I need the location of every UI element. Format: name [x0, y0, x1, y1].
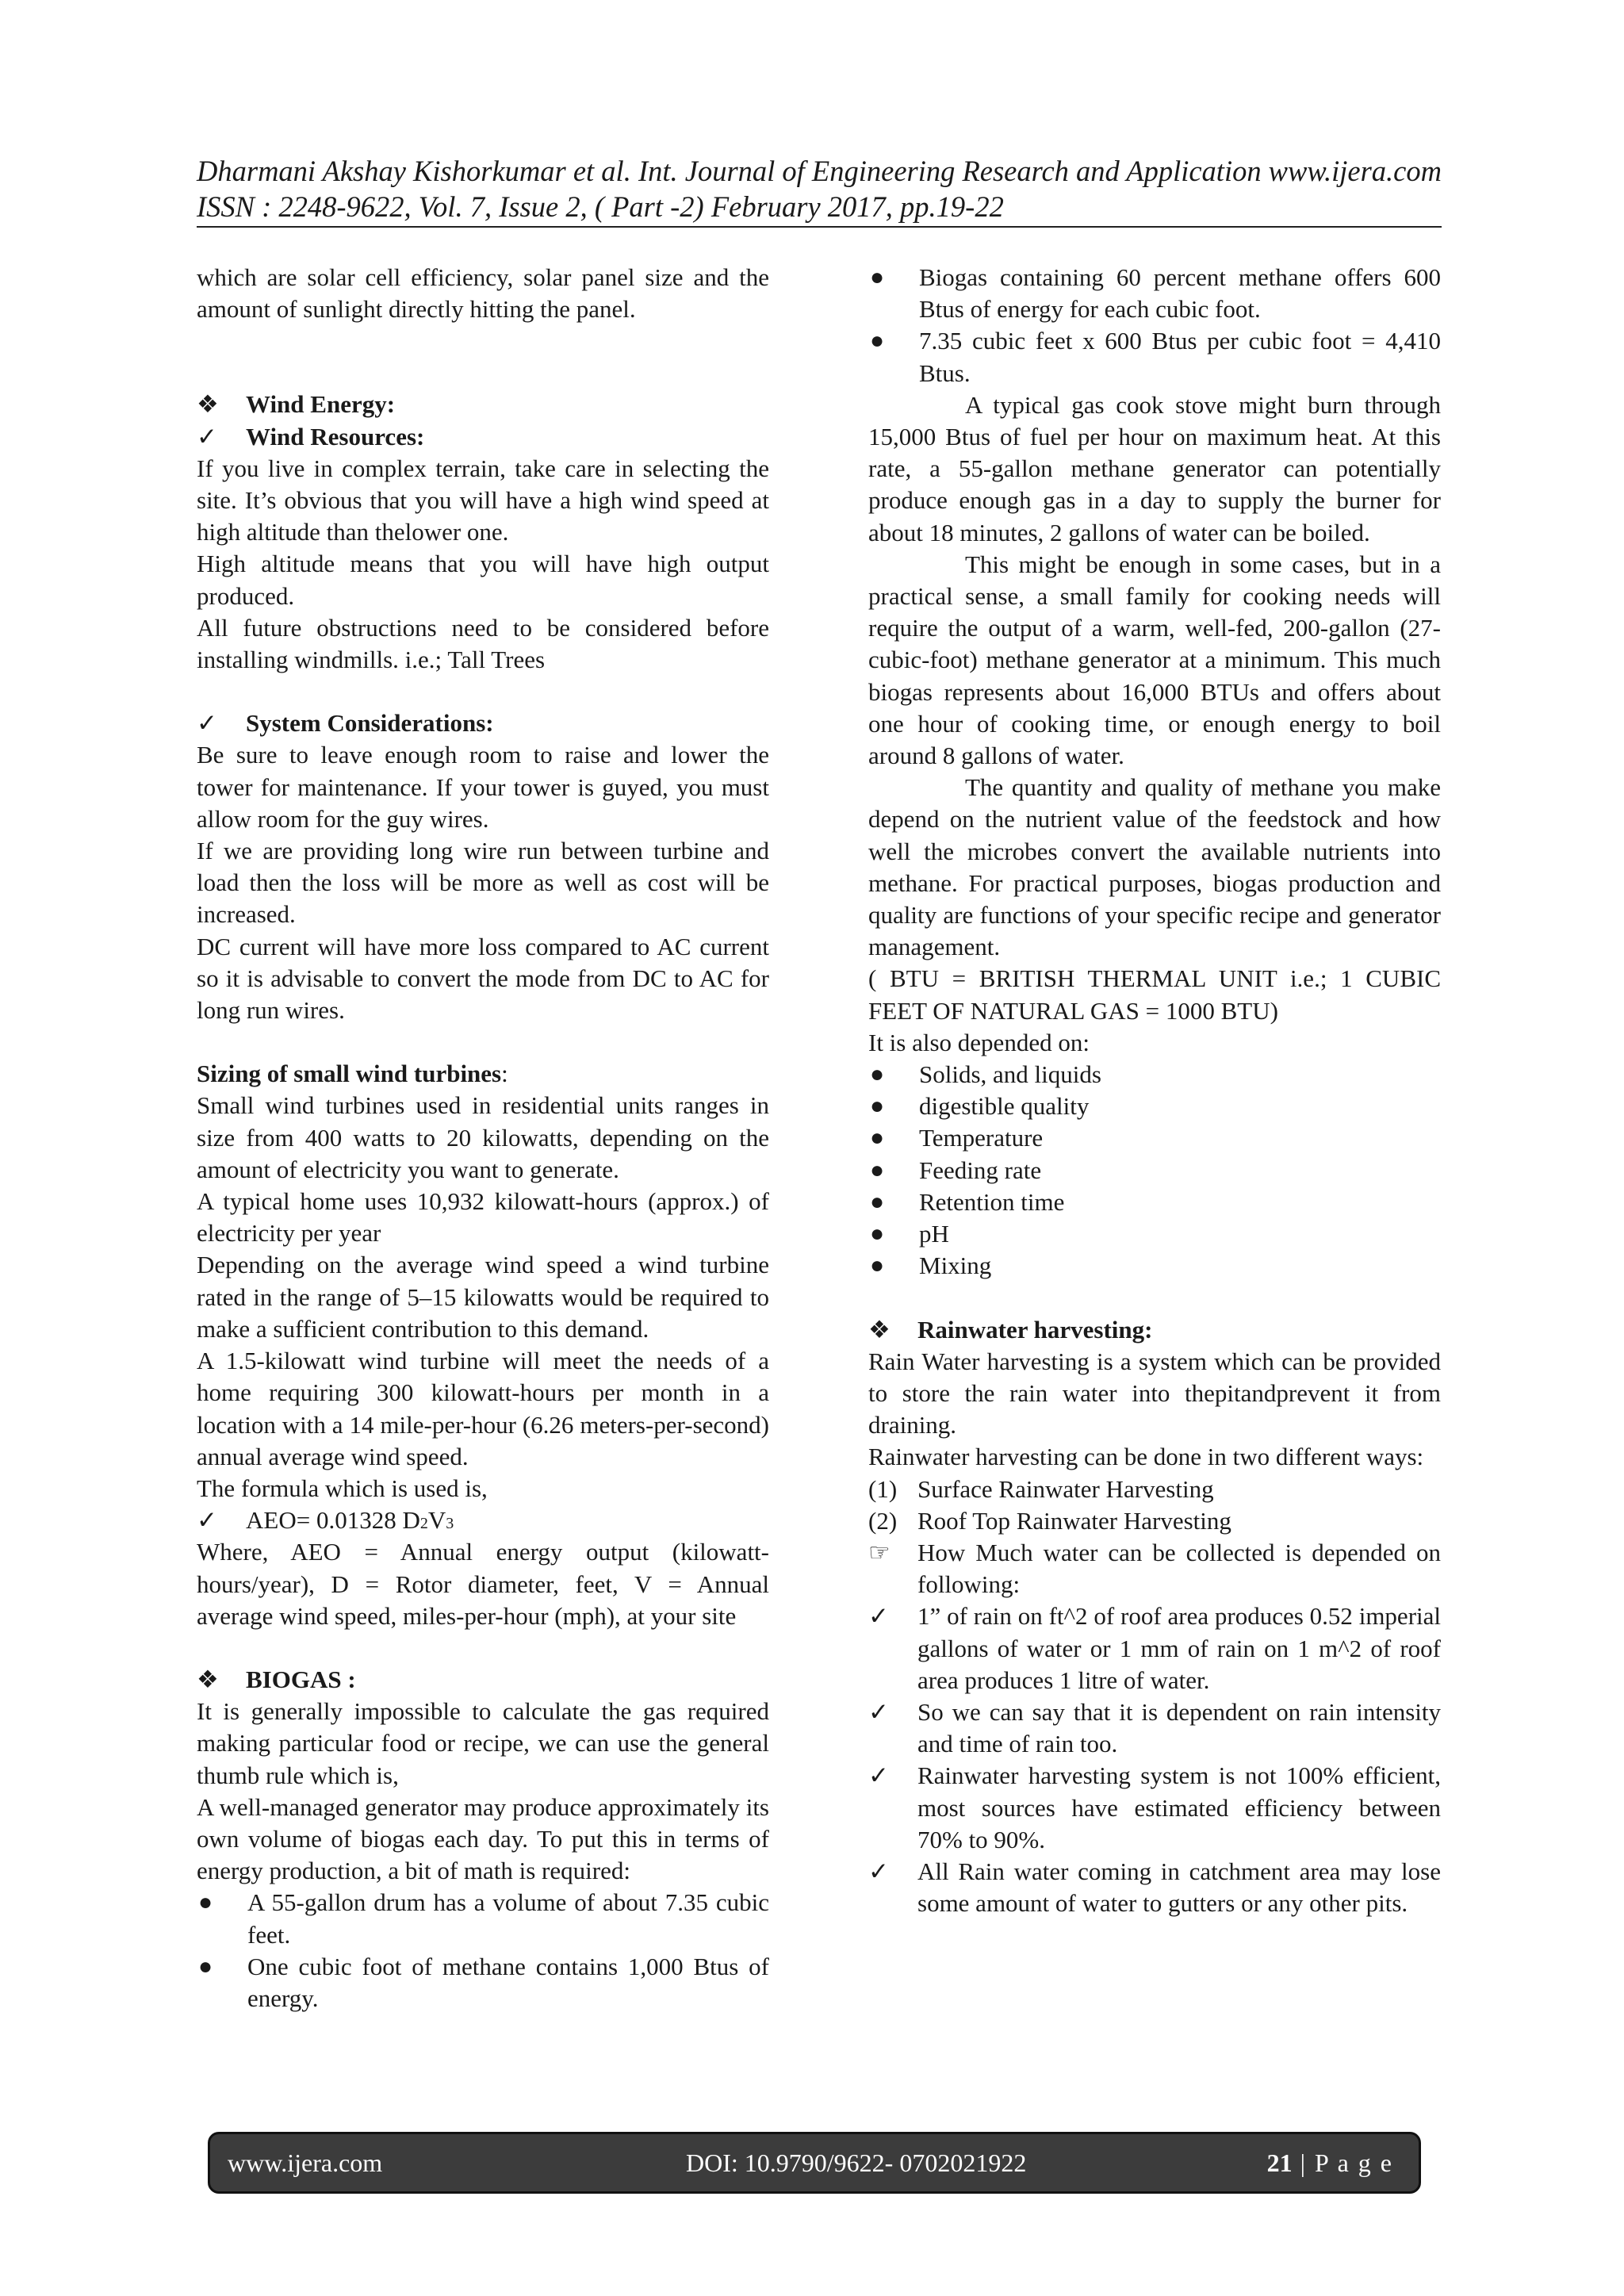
list-item: ● Temperature	[868, 1122, 1441, 1154]
biogas-heading: ❖ BIOGAS :	[197, 1664, 769, 1696]
check-icon: ✓	[197, 1506, 217, 1535]
disc-bullet-icon: ●	[198, 1953, 213, 1980]
paragraph: High altitude means that you will have high output produced.	[197, 550, 769, 610]
paragraph: A typical home uses 10,932 kilowatt-hours (approx.) of electricity per year	[197, 1187, 769, 1248]
disc-bullet-icon: ●	[870, 1221, 885, 1248]
paragraph: It is also depended on:	[868, 1028, 1090, 1056]
disc-bullet-icon: ●	[870, 1156, 885, 1183]
disc-bullet-icon: ●	[870, 264, 885, 290]
paragraph: Rain Water harvesting is a system which can be provided to store the rain water into thepitandprevent it from draining.	[868, 1347, 1441, 1439]
check-icon: ✓	[868, 1761, 889, 1790]
paragraph: The quantity and quality of methane you make depend on the nutrient value of the feedstock and how well the microbes convert the available nutrients into methane. For practical purposes, biogas production and quality are functions of your specific recipe and generator management.	[868, 773, 1441, 961]
list-item: ● Biogas containing 60 percent methane offers 600 Btus of energy for each cubic foot.	[870, 263, 1441, 324]
btu-note: ( BTU = BRITISH THERMAL UNIT i.e.; 1 CUBIC FEET OF NATURAL GAS = 1000 BTU)	[868, 964, 1441, 1025]
paragraph: If we are providing long wire run between turbine and load then the loss will be more as well as cost will be increased.	[197, 837, 769, 929]
system-considerations-heading: ✓ System Considerations:	[197, 707, 769, 739]
paragraph: Rainwater harvesting can be done in two different ways:	[868, 1443, 1424, 1471]
paragraph: A 1.5-kilowatt wind turbine will meet the needs of a home requiring 300 kilowatt-hours per month in a location with a 14 mile-per-hour (6.26 meters-per-second) annual average wind speed.	[197, 1347, 769, 1470]
check-icon: ✓	[197, 709, 217, 738]
dependency-list	[868, 1059, 1441, 1282]
journal-website[interactable]: www.ijera.com	[1268, 155, 1442, 187]
list-item: (2) Roof Top Rainwater Harvesting	[868, 1506, 1231, 1535]
list-item: ✓ 1” of rain on ft^2 of roof area produces 0.52 imperial gallons of water or 1 mm of rain on 1 m^2 of roof area produces 1 litre of water.	[868, 1602, 1441, 1694]
left-column	[197, 262, 769, 2014]
list-item: (1) Surface Rainwater Harvesting	[868, 1474, 1214, 1503]
check-icon: ✓	[868, 1857, 889, 1885]
disc-bullet-icon: ●	[198, 1889, 213, 1916]
wind-energy-heading: ❖ Wind Energy:	[197, 389, 769, 420]
disc-bullet-icon: ●	[870, 1252, 885, 1279]
check-icon: ✓	[868, 1602, 889, 1631]
paragraph: A typical gas cook stove might burn through 15,000 Btus of fuel per hour on maximum heat. At this rate, a 55-gallon methane generator can potentially produce enough gas in a day to supply the burner for about 18 minutes, 2 gallons of water can be boiled.	[868, 390, 1441, 546]
footer-website[interactable]: www.ijera.com	[228, 2148, 383, 2177]
journal-citation: Dharmani Akshay Kishorkumar et al. Int. Journal of Engineering Research and Application	[197, 155, 1262, 187]
diamond-bullet-icon: ❖	[197, 1665, 219, 1693]
paragraph: Depending on the average wind speed a wind turbine rated in the range of 5–15 kilowatts would be required to make a sufficient contribution to this demand.	[197, 1251, 769, 1343]
list-item: ● Mixing	[868, 1250, 1441, 1282]
list-item: ✓ Rainwater harvesting system is not 100% efficient, most sources have estimated efficiency between 70% to 90%.	[868, 1761, 1441, 1853]
page-footer	[208, 2132, 1421, 2194]
disc-bullet-icon: ●	[870, 1093, 885, 1120]
paragraph: The formula which is used is,	[197, 1474, 488, 1502]
diamond-bullet-icon: ❖	[197, 390, 219, 419]
paragraph: It is generally impossible to calculate the gas required making particular food or recipe, we can use the general thumb rule which is,	[197, 1697, 769, 1789]
intro-paragraph: which are solar cell efficiency, solar panel size and the amount of sunlight directly hitting the panel.	[197, 263, 769, 324]
list-item: ● A 55-gallon drum has a volume of about 7.35 cubic feet.	[198, 1888, 769, 1949]
aeo-formula: ✓ AEO= 0.01328 D 2 V 3	[197, 1504, 769, 1536]
list-item: ● One cubic foot of methane contains 1,000 Btus of energy.	[198, 1952, 769, 2012]
footer-page-number: 21 | P a g e	[1266, 2148, 1393, 2177]
paragraph: Where, AEO = Annual energy output (kilowatt-hours/year), D = Rotor diameter, feet, V = Annual average wind speed, miles-per-hour (mph), at your site	[197, 1538, 769, 1630]
paragraph: This might be enough in some cases, but in a practical sense, a small family for cooking needs will require the output of a warm, well-fed, 200-gallon (27-cubic-foot) methane generator at a minimum. This much biogas represents about 16,000 BTUs and offers about one hour of cooking time, or enough energy to boil around 8 gallons of water.	[868, 550, 1441, 770]
paragraph: All future obstructions need to be considered before installing windmills. i.e.; Tall Trees	[197, 613, 769, 674]
pointing-hand-icon: ☞	[868, 1538, 891, 1566]
list-item: ● Feeding rate	[868, 1155, 1441, 1186]
paragraph: Be sure to leave enough room to raise and lower the tower for maintenance. If your tower is guyed, you must allow room for the guy wires.	[197, 741, 769, 833]
list-item: ● digestible quality	[868, 1091, 1441, 1122]
disc-bullet-icon: ●	[870, 1125, 885, 1152]
list-item: ☞ How Much water can be collected is depended on following:	[868, 1538, 1441, 1599]
issn-line: ISSN : 2248-9622, Vol. 7, Issue 2, ( Part -2) February 2017, pp.19-22	[197, 190, 1004, 223]
list-item: ● Retention time	[868, 1186, 1441, 1218]
diamond-bullet-icon: ❖	[868, 1315, 891, 1343]
paragraph: A well-managed generator may produce approximately its own volume of biogas each day. To put this in terms of energy production, a bit of math is required:	[197, 1792, 769, 1885]
paragraph: Small wind turbines used in residential units ranges in size from 400 watts to 20 kilowatts, depending on the amount of electricity you want to generate.	[197, 1091, 769, 1183]
check-icon: ✓	[868, 1697, 889, 1726]
list-item: ✓ All Rain water coming in catchment area may lose some amount of water to gutters or any other pits.	[868, 1857, 1441, 1918]
list-item: ● pH	[868, 1218, 1441, 1250]
list-item: ● 7.35 cubic feet x 600 Btus per cubic foot = 4,410 Btus.	[870, 327, 1441, 387]
wind-resources-heading: ✓ Wind Resources:	[197, 421, 769, 453]
list-item: ✓ So we can say that it is dependent on rain intensity and time of rain too.	[868, 1697, 1441, 1758]
sizing-heading: Sizing of small wind turbines:	[197, 1060, 508, 1088]
paragraph: If you live in complex terrain, take care in selecting the site. It’s obvious that you will have a high wind speed at high altitude than thelower one.	[197, 454, 769, 546]
disc-bullet-icon: ●	[870, 1061, 885, 1088]
disc-bullet-icon: ●	[870, 1188, 885, 1215]
page-header	[197, 153, 1442, 228]
list-item: ● Solids, and liquids	[868, 1059, 1441, 1091]
right-column	[868, 262, 1441, 1919]
footer-doi: DOI: 10.9790/9622- 0702021922	[686, 2148, 1027, 2177]
disc-bullet-icon: ●	[870, 328, 885, 355]
check-icon: ✓	[197, 422, 217, 450]
rainwater-heading: ❖ Rainwater harvesting:	[868, 1314, 1441, 1346]
paragraph: DC current will have more loss compared to AC current so it is advisable to convert the mode from DC to AC for long run wires.	[197, 932, 769, 1025]
